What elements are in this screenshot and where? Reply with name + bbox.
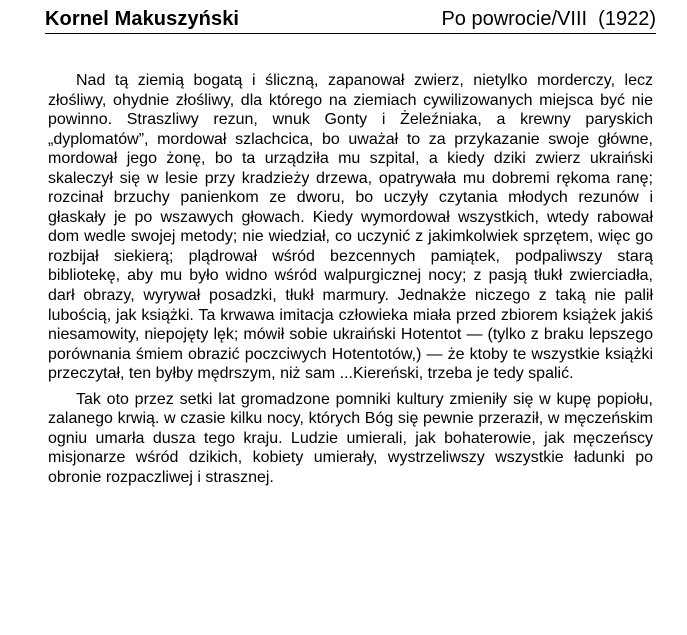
document-page — [45, 8, 656, 486]
author-name: Kornel Makuszyński — [45, 8, 240, 30]
work-title: Po powrocie/VIII (1922) — [441, 8, 656, 30]
running-header — [45, 8, 656, 34]
paragraph-2: Tak oto przez setki lat gromadzone pomniki kultury zmieniły się w kupę popiołu, zalanego krwią. w czasie kilku nocy, których Bóg się pewnie przeraził, w męczeńskim ogniu umarła dusza tego kraju. Ludzie umierali, jak bohaterowie, jak męczeńscy misjonarze wśród dzikich, kobiety umierały, wystrzeliwszy wszystkie ładunki po obronie rozpaczliwej i strasznej. — [48, 390, 653, 486]
paragraph-1: Nad tą ziemią bogatą i śliczną, zapanował zwierz, nietylko morderczy, lecz złośliwy, ohydnie złośliwy, dla którego na ziemiach cywilizowanych miejsca być nie powinno. Straszliwy rezun, wnuk Gonty i Żeleźniaka, a krewny paryskich „dyplomatów”, mordował szlachcica, bo uważał to za przykazanie swoje główne, mordował jego żonę, bo ta urządziła mu szpital, a kiedy dziki zwierz ukraiński skaleczył się w lesie przy kradzieży drzewa, opatrywała mu dobremi rękoma ranę; rozcinał brzuchy panienkom ze dworu, bo uczyły czytania młodych rezunów i głaskały je po wszawych głowach. Kiedy wymordował wszystkich, wtedy rabował dom wedle swojej metody; nie wiedział, co uczynić z jakimkolwiek sprzętem, więc go rozbijał siekierą; plądrował wśród bezcennych pamiątek, podpaliwszy starą bibliotekę, aby mu było widno wśród walpurgicznej nocy; z pasją tłukł zwierciadła, darł obrazy, wyrywał posadzki, tłukł marmury. Jednakże niczego z taką nie palił lubością, jak książki. Ta krwawa imitacja człowieka miała przed zbiorem książek jakiś niesamowity, niepojęty lęk; mówił sobie ukraiński Hotentot — (tylko z braku lepszego porównania śmiem obrazić poczciwych Hotentotów,) — że ktoby te wszystkie książki przeczytał, ten byłby mędrszym, niż sam ...Kiereński, trzeba je tedy spalić. — [48, 72, 653, 383]
body-text — [48, 71, 653, 487]
